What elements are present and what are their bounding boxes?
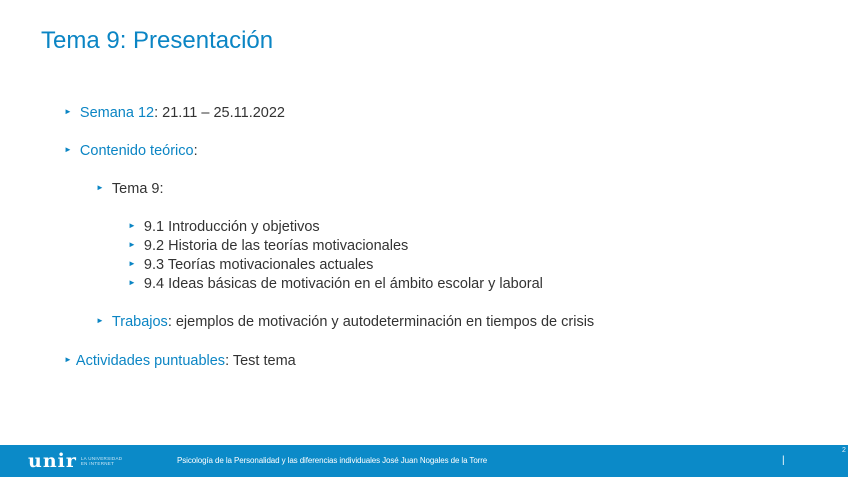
bullet-icon: ► xyxy=(96,183,104,193)
course-info: Psicología de la Personalidad y las diferencias individuales José Juan Nogales de la Torre xyxy=(177,456,488,465)
item-label: Actividades puntuables xyxy=(75,353,226,369)
page-number: 2 xyxy=(842,447,846,454)
item-text: : Test tema xyxy=(225,353,296,369)
item-text: 9.3 Teorías motivacionales actuales xyxy=(143,257,374,273)
bullet-icon: ► xyxy=(128,240,136,250)
list-item-9-3 xyxy=(128,256,373,274)
list-item-9-4 xyxy=(128,275,543,293)
item-text: : xyxy=(193,143,198,159)
list-item-contenido xyxy=(64,142,198,160)
item-text: 9.2 Historia de las teorías motivacionales xyxy=(143,238,409,254)
list-item-9-2 xyxy=(128,237,408,255)
footer-bar xyxy=(0,445,848,477)
footer-separator: | xyxy=(782,455,785,466)
slide-title: Tema 9: Presentación xyxy=(41,27,274,54)
logo-wordmark: unir xyxy=(28,450,77,472)
list-item-9-1 xyxy=(128,218,320,236)
bullet-icon: ► xyxy=(128,259,136,269)
unir-logo xyxy=(28,451,122,471)
bullet-icon: ► xyxy=(64,107,72,117)
bullet-icon: ► xyxy=(64,355,72,365)
bullet-icon: ► xyxy=(64,145,72,155)
list-item-semana xyxy=(64,104,285,122)
item-text: : ejemplos de motivación y autodeterminación en tiempos de crisis xyxy=(167,314,595,330)
item-label: Semana 12 xyxy=(79,105,155,121)
logo-tagline xyxy=(81,456,122,466)
item-label: Trabajos xyxy=(111,314,168,330)
logo-tagline-line1: LA UNIVERSIDAD xyxy=(80,456,123,461)
list-item-actividades xyxy=(64,352,296,370)
item-text: 9.4 Ideas básicas de motivación en el ámbito escolar y laboral xyxy=(143,276,543,292)
bullet-icon: ► xyxy=(128,278,136,288)
item-text: : 21.11 – 25.11.2022 xyxy=(154,105,285,121)
item-text: Tema 9: xyxy=(111,181,164,197)
bullet-icon: ► xyxy=(96,316,104,326)
item-label: Contenido teórico xyxy=(79,143,194,159)
list-item-tema xyxy=(96,180,164,198)
bullet-icon: ► xyxy=(128,221,136,231)
list-item-trabajos xyxy=(96,313,594,331)
item-text: 9.1 Introducción y objetivos xyxy=(143,219,320,235)
logo-tagline-line2: EN INTERNET xyxy=(80,461,115,466)
